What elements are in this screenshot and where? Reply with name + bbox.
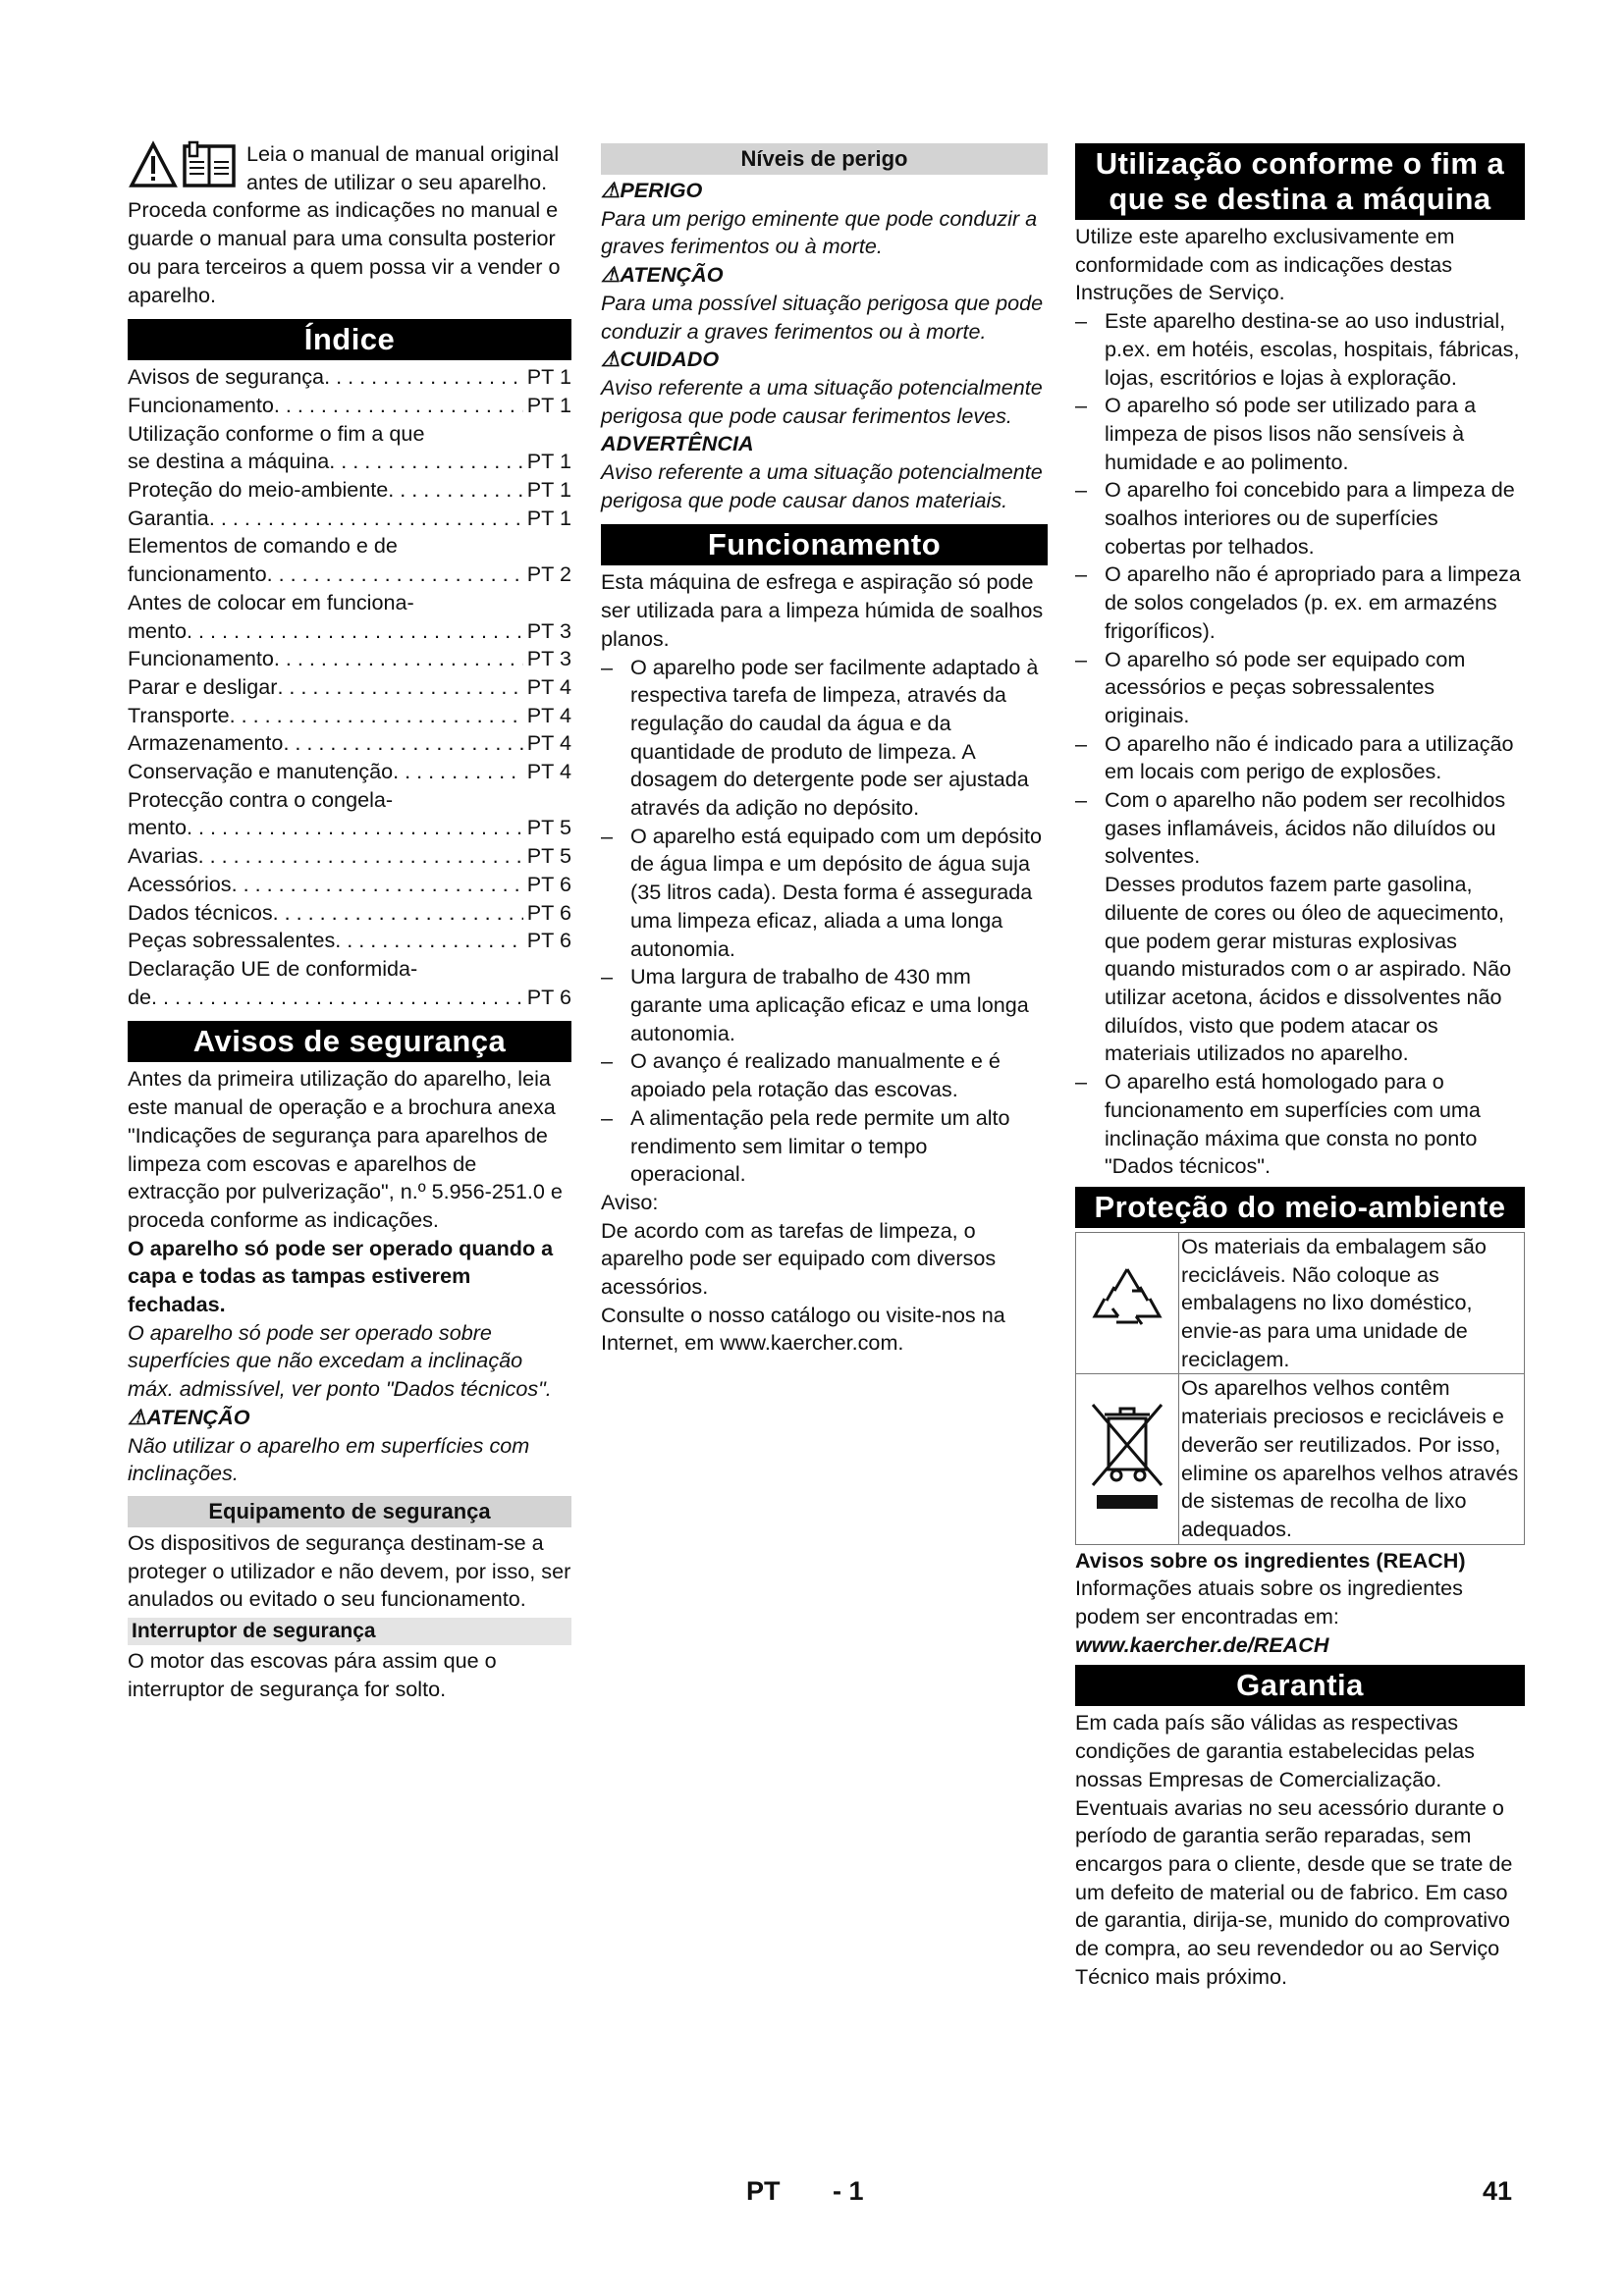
toc-entry-page: PT 4 — [526, 759, 571, 784]
funcionamento-intro: Esta máquina de esfrega e aspiração só pode ser utilizada para a limpeza húmida de soalhos planos. — [601, 569, 1044, 651]
toc-entry-page: PT 3 — [526, 646, 571, 671]
intro-text: Leia o manual de manual original antes de utilizar o seu aparelho. Proceda conforme as indicações no manual e guarde o manual para uma consulta posterior ou para terceiros a quem possa vir a vender o aparelho. — [128, 141, 561, 307]
toc-entry-page: PT 6 — [526, 871, 571, 896]
column-left — [128, 140, 571, 1703]
toc-leader — [324, 363, 523, 392]
toc-entry-title: Funcionamento — [128, 392, 274, 417]
toc-entry-page: PT 1 — [526, 477, 571, 503]
utilizacao-intro: Utilize este aparelho exclusivamente em conformidade com as indicações destas Instruções de Serviço. — [1075, 224, 1455, 305]
toc-leader — [267, 561, 523, 589]
list-item: – Este aparelho destina-se ao uso industrial, p.ex. em hotéis, escolas, hospitais, fábricas, lojas, escritórios e lojas à exploração. — [1075, 307, 1525, 392]
toc-entry-page: PT 1 — [526, 364, 571, 390]
toc-leader — [187, 814, 523, 842]
toc-entry-title: Acessórios — [128, 871, 232, 896]
toc-entry-page: PT 1 — [526, 449, 571, 474]
heading-equipamento-seguranca: Equipamento de segurança — [128, 1496, 571, 1527]
toc-entry-title: Garantia — [128, 505, 209, 530]
env-row1-text: Os materiais da embalagem são recicláveis. Não coloque as embalagens no lixo doméstico, envie-as para uma unidade de reciclagem. — [1179, 1232, 1525, 1374]
toc-leader — [283, 729, 522, 758]
reach-text: Informações atuais sobre os ingredientes podem ser encontradas em: — [1075, 1575, 1463, 1629]
heading-funcionamento: Funcionamento — [601, 524, 1048, 565]
toc-entry — [128, 702, 571, 730]
toc-entry-page: PT 1 — [526, 505, 571, 530]
toc-entry — [128, 505, 571, 533]
toc-entry-page: PT 4 — [526, 702, 571, 727]
avisos-italic-note: O aparelho só pode ser operado sobre superfícies que não excedam a inclinação máx. admissível, ver ponto "Dados técnicos". — [128, 1319, 552, 1402]
toc-entry-title: mento — [128, 815, 188, 840]
list-item — [1075, 786, 1525, 1068]
toc-entry-page: PT 3 — [526, 617, 571, 643]
toc-leader — [151, 984, 523, 1012]
heading-avisos-seguranca: Avisos de segurança — [128, 1021, 571, 1062]
funcionamento-list — [601, 654, 1048, 1189]
perigo-label: ⚠PERIGO — [601, 178, 703, 202]
warning-triangle-icon — [132, 144, 175, 186]
toc-entry-title: Proteção do meio-ambiente — [128, 477, 389, 503]
list-item: – O aparelho só pode ser utilizado para a limpeza de pisos lisos não sensíveis à humidade e ao polimento. — [1075, 392, 1525, 476]
interruptor-text: O motor das escovas pára assim que o interruptor de segurança for solto. — [128, 1648, 497, 1701]
toc-leader — [232, 871, 523, 899]
toc-entry-title: se destina a máquina — [128, 449, 330, 474]
toc-entry-line: Protecção contra o congela- — [128, 786, 394, 812]
reach-title: Avisos sobre os ingredientes (REACH) — [1075, 1547, 1466, 1573]
list-item: – Uma largura de trabalho de 430 mm garante uma aplicação eficaz e uma longa autonomia. — [601, 963, 1048, 1047]
environment-table — [1075, 1232, 1525, 1545]
toc-entry — [128, 448, 571, 476]
toc-entry — [128, 927, 571, 955]
warning-manual-icons — [128, 138, 241, 191]
list-item: – O aparelho está homologado para o funcionamento em superfícies com uma inclinação máxima que consta no ponto "Dados técnicos". — [1075, 1068, 1525, 1181]
toc-entry-page: PT 1 — [526, 392, 571, 417]
list-item: – O aparelho foi concebido para a limpeza de soalhos interiores ou de superfícies cobertas por telhados. — [1075, 476, 1525, 561]
toc-leader — [187, 617, 523, 646]
toc-entry — [128, 729, 571, 758]
toc-entry-page: PT 5 — [526, 815, 571, 840]
toc-entry-title: Avarias — [128, 843, 198, 869]
toc-leader — [335, 927, 523, 955]
heading-indice: Índice — [128, 319, 571, 360]
list-item: – O aparelho pode ser facilmente adaptado à respectiva tarefa de limpeza, através da regulação do caudal da água e da quantidade de produto de limpeza. A dosagem do detergente pode ser ajustada através da adição no depósito. — [601, 654, 1048, 823]
toc-leader — [393, 758, 523, 786]
toc-leader — [329, 448, 523, 476]
atencao-text: Não utilizar o aparelho em superfícies com inclinações. — [128, 1432, 530, 1486]
toc-entry-title: funcionamento — [128, 561, 267, 587]
footer-page-number: 41 — [1483, 2176, 1513, 2206]
atencao-text-2: Para uma possível situação perigosa que pode conduzir a graves ferimentos ou à morte. — [601, 290, 1044, 344]
toc-entry-line: Declaração UE de conformida- — [128, 955, 418, 981]
toc-entry-title: Funcionamento — [128, 646, 274, 671]
toc-entry — [128, 363, 571, 392]
advertencia-text: Aviso referente a uma situação potencialmente perigosa que pode causar danos materiais. — [601, 459, 1043, 512]
toc-entry — [128, 476, 571, 505]
toc-leader — [209, 505, 523, 533]
list-item: – A alimentação pela rede permite um alto rendimento sem limitar o tempo operacional. — [601, 1104, 1048, 1189]
toc-entry-title: Dados técnicos — [128, 899, 273, 925]
avisos-bold-note: O aparelho só pode ser operado quando a capa e todas as tampas estiverem fechadas. — [128, 1235, 554, 1317]
toc-entry — [128, 645, 571, 673]
aviso-label: Aviso: — [601, 1189, 659, 1214]
heading-niveis-perigo: Níveis de perigo — [601, 143, 1048, 175]
avisos-paragraph: Antes da primeira utilização do aparelho, leia este manual de operação e a brochura anexa "Indicações de segurança para aparelhos de limpeza com escovas e aparelhos de extracção por pulverização", n.º 5.956-251.0 e proceda conforme as indicações. — [128, 1066, 563, 1232]
toc-entry-page: PT 6 — [526, 899, 571, 925]
toc-entry-page: PT 6 — [526, 984, 571, 1009]
toc-entry-page: PT 6 — [526, 928, 571, 953]
list-item: – O aparelho só pode ser equipado com acessórios e peças sobressalentes originais. — [1075, 646, 1525, 730]
cuidado-text: Aviso referente a uma situação potencialmente perigosa que pode causar ferimentos leves. — [601, 374, 1043, 428]
table-of-contents — [128, 363, 571, 1011]
toc-entry — [128, 871, 571, 899]
list-item: – O avanço é realizado manualmente e é apoiado pela rotação das escovas. — [601, 1047, 1048, 1103]
recycle-icon-cell — [1076, 1232, 1179, 1374]
toc-entry-page: PT 4 — [526, 673, 571, 699]
recycle-icon — [1085, 1257, 1169, 1342]
toc-entry-line: Elementos de comando e de — [128, 533, 398, 559]
equipamento-text: Os dispositivos de segurança destinam-se a proteger o utilizador e não devem, por isso, ser anulados ou evitado o seu funcionamento. — [128, 1529, 571, 1612]
toc-entry — [128, 899, 571, 928]
toc-entry — [128, 673, 571, 702]
toc-leader — [388, 476, 523, 505]
heading-interruptor: Interruptor de segurança — [128, 1618, 571, 1645]
aviso-text: De acordo com as tarefas de limpeza, o aparelho pode ser equipado com diversos acessórios. — [601, 1217, 997, 1300]
toc-entry-title: Parar e desligar — [128, 673, 278, 699]
atencao-label: ⚠ATENÇÃO — [128, 1404, 250, 1429]
cuidado-label: ⚠CUIDADO — [601, 347, 720, 372]
heading-protecao-ambiente: Proteção do meio-ambiente — [1075, 1187, 1525, 1228]
utilizacao-list — [1075, 307, 1525, 1181]
list-item-text: Com o aparelho não podem ser recolhidos gases inflamáveis, ácidos não diluídos ou solventes. — [1105, 787, 1506, 869]
crossed-bin-icon — [1085, 1397, 1169, 1515]
toc-entry-title: Transporte — [128, 702, 230, 727]
toc-entry — [128, 561, 571, 589]
catalog-text: Consulte o nosso catálogo ou visite-nos na Internet, em www.kaercher.com. — [601, 1302, 1005, 1356]
footer-lang: PT — [746, 2176, 781, 2206]
toc-leader — [230, 702, 523, 730]
footer-section: - 1 — [833, 2176, 864, 2206]
advertencia-label: ADVERTÊNCIA — [601, 431, 754, 456]
toc-leader — [274, 392, 523, 420]
list-item: – O aparelho está equipado com um depósito de água limpa e um depósito de água suja (35 litros cada). Desta forma é assegurada uma limpeza eficaz, aliada a uma longa autonomia. — [601, 823, 1048, 964]
env-row2-text: Os aparelhos velhos contêm materiais preciosos e recicláveis e deverão ser reutilizados. Por isso, elimine os aparelhos velhos através de sistemas de recolha de lixo adequados. — [1179, 1374, 1525, 1544]
toc-entry — [128, 758, 571, 786]
toc-entry-page: PT 4 — [526, 730, 571, 756]
toc-entry — [128, 842, 571, 871]
toc-entry — [128, 984, 571, 1012]
toc-entry-line: Utilização conforme o fim a que — [128, 420, 425, 446]
reach-link[interactable]: www.kaercher.de/REACH — [1075, 1631, 1329, 1657]
toc-leader — [273, 899, 523, 928]
heading-utilizacao: Utilização conforme o fim a que se destina a máquina — [1075, 143, 1525, 220]
heading-garantia: Garantia — [1075, 1665, 1525, 1706]
toc-entry-line: Antes de colocar em funciona- — [128, 589, 414, 614]
column-middle — [601, 140, 1048, 1358]
toc-leader — [274, 645, 523, 673]
toc-entry-title: Armazenamento — [128, 730, 284, 756]
toc-entry-page: PT 5 — [526, 843, 571, 869]
garantia-text: Em cada país são válidas as respectivas condições de garantia estabelecidas pelas nossas Empresas de Comercialização. Eventuais avarias no seu acessório durante o período de garantia serão reparadas, sem encargos para o cliente, desde que se trate de um defeito de material ou de fabrico. Em caso de garantia, dirija-se, munido do comprovativo de compra, ao seu revendedor ou ao Serviço Técnico mais próximo. — [1075, 1710, 1513, 1989]
atencao-label-2: ⚠ATENÇÃO — [601, 262, 724, 288]
toc-leader — [277, 673, 522, 702]
list-item: – O aparelho não é apropriado para a limpeza de solos congelados (p. ex. em armazéns frigoríficos). — [1075, 561, 1525, 645]
list-item: – O aparelho não é indicado para a utilização em locais com perigo de explosões. — [1075, 730, 1525, 786]
toc-entry — [128, 392, 571, 420]
toc-entry-title: de — [128, 984, 152, 1009]
bin-icon-cell — [1076, 1374, 1179, 1544]
column-right — [1075, 140, 1525, 1991]
toc-entry — [128, 814, 571, 842]
toc-entry — [128, 617, 571, 646]
list-item-extra: Desses produtos fazem parte gasolina, diluente de cores ou óleo de aquecimento, que podem gerar misturas explosivas quando misturados com o ar aspirado. Não utilizar acetona, ácidos e dissolventes não diluídos, visto que podem atacar os materiais utilizados no aparelho. — [1105, 872, 1512, 1066]
manual-book-icon — [185, 142, 234, 186]
toc-leader — [198, 842, 523, 871]
toc-entry-title: mento — [128, 617, 188, 643]
perigo-text: Para um perigo eminente que pode conduzir a graves ferimentos ou à morte. — [601, 205, 1038, 259]
toc-entry-title: Peças sobressalentes — [128, 928, 336, 953]
toc-entry-title: Conservação e manutenção — [128, 759, 394, 784]
toc-entry-page: PT 2 — [526, 561, 571, 587]
toc-entry-title: Avisos de segurança — [128, 364, 325, 390]
